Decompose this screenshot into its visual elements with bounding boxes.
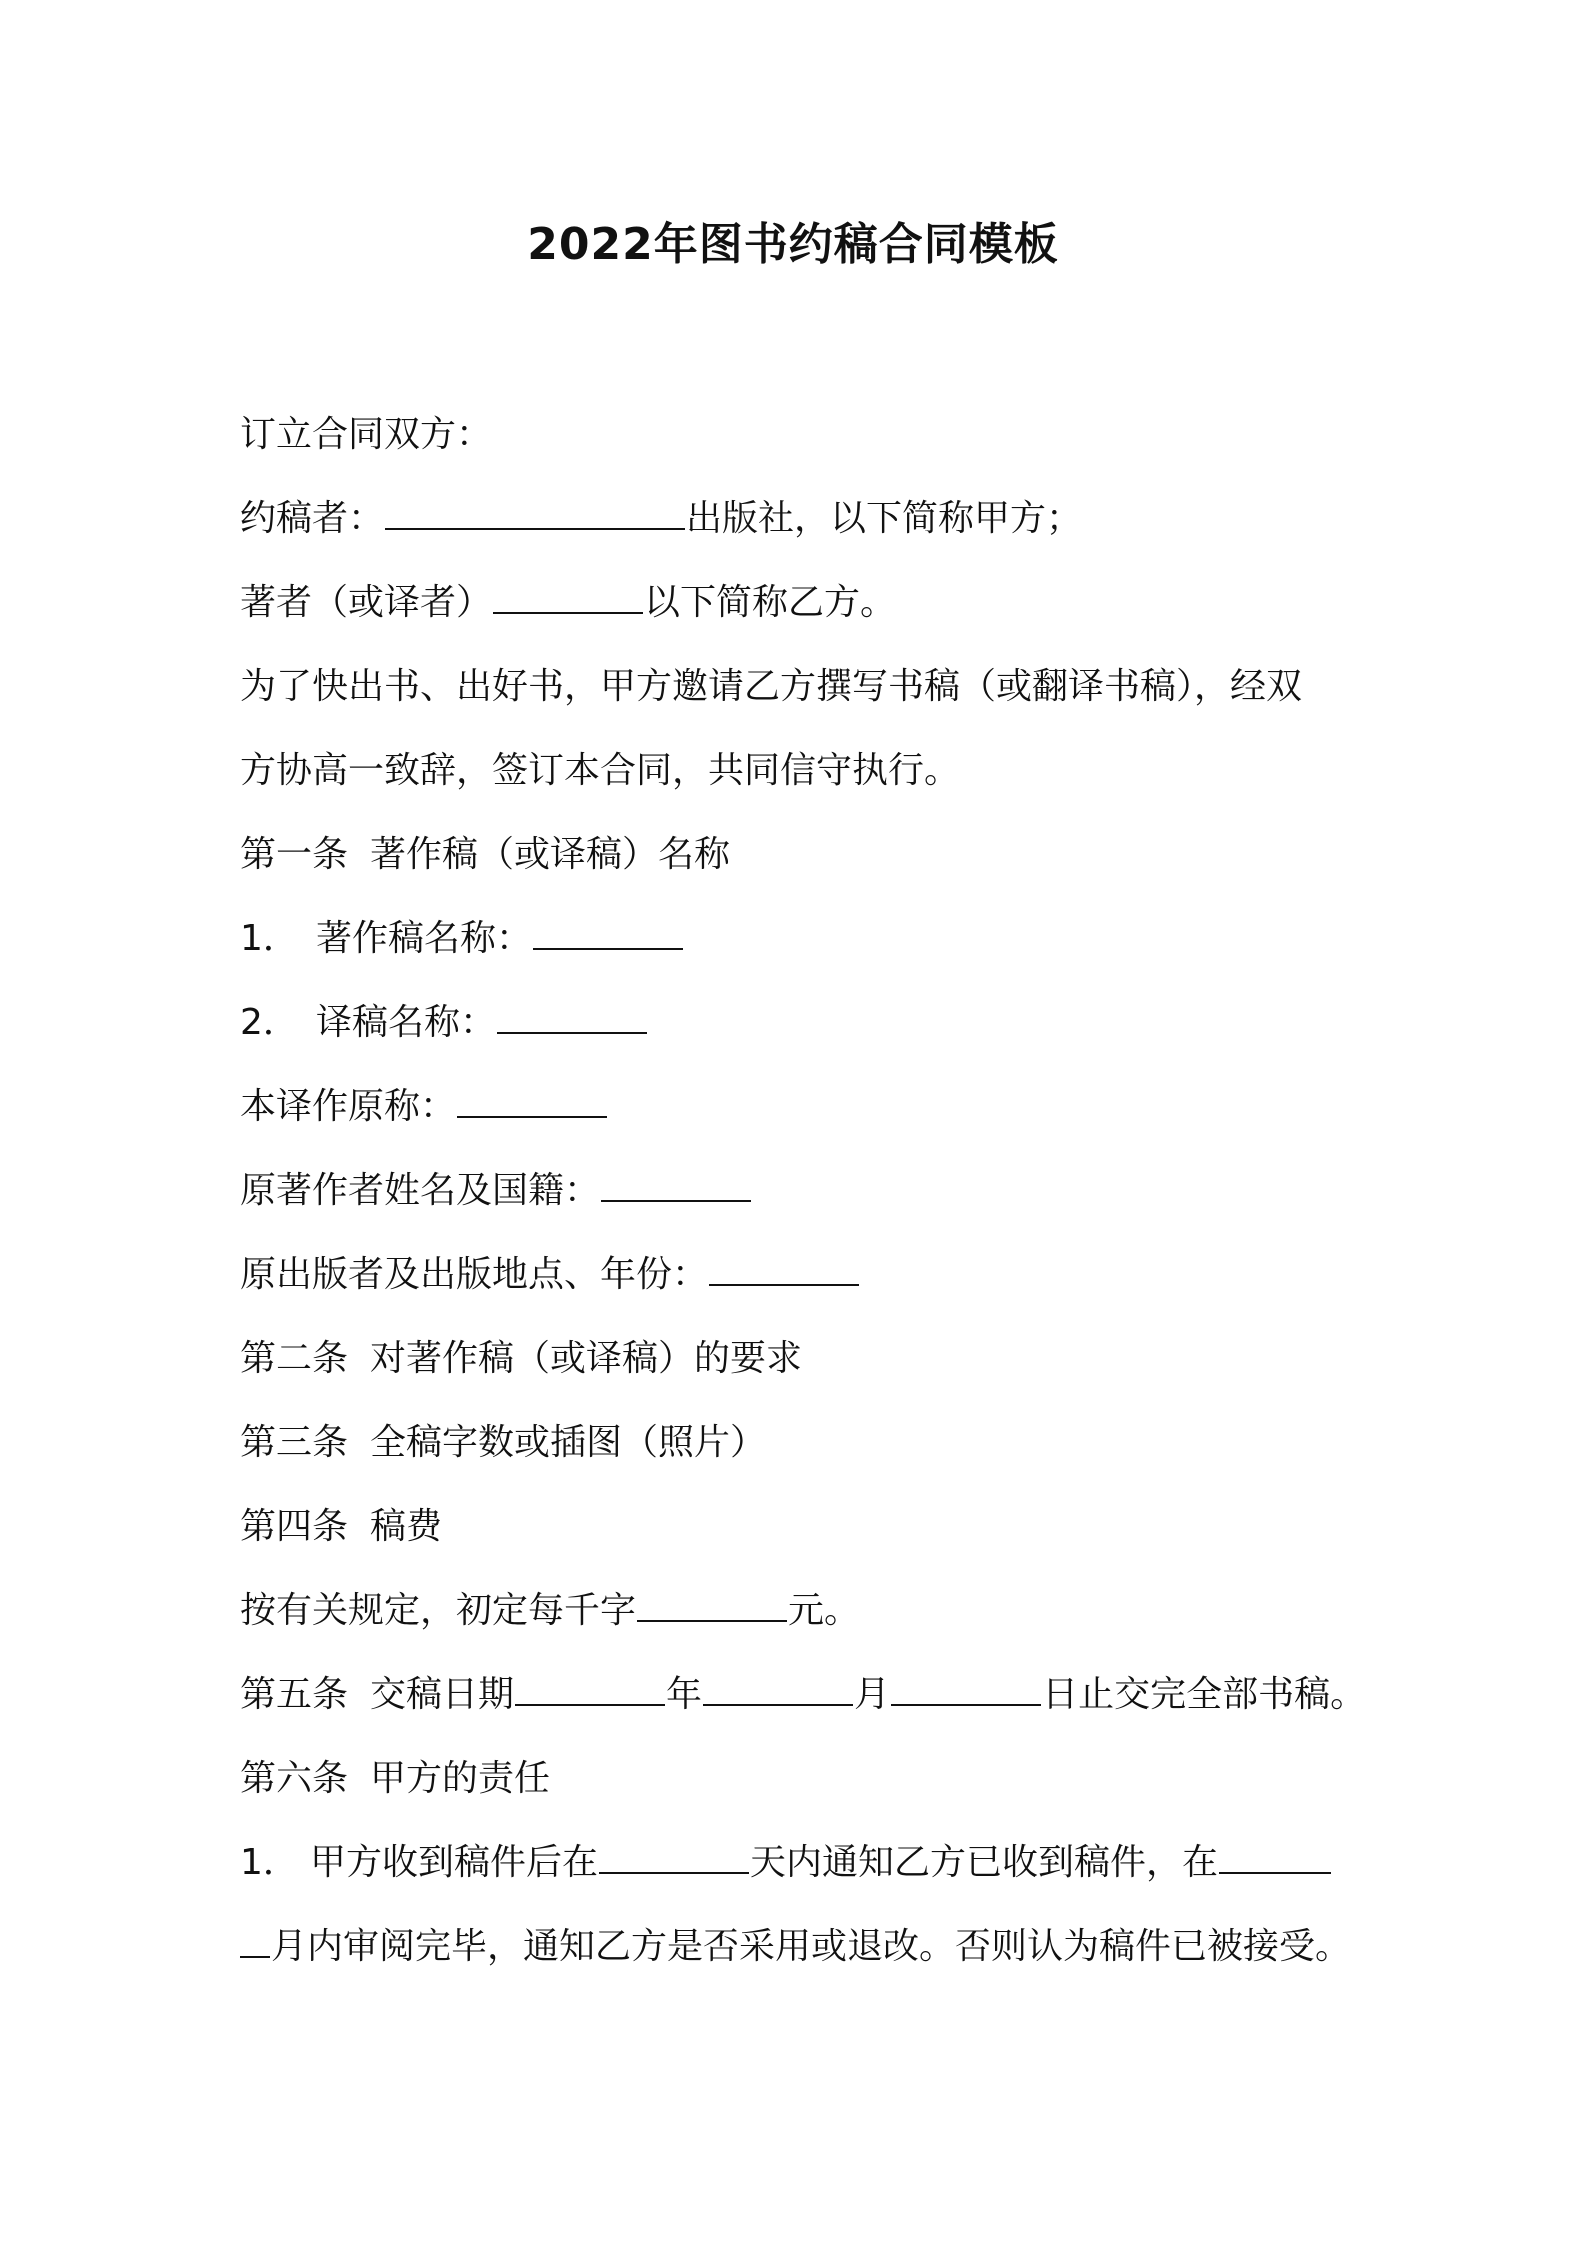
item-2-text: 译稿名称： xyxy=(316,1002,497,1043)
commissioner-suffix: 出版社，以下简称甲方； xyxy=(686,498,1083,539)
original-author-text: 原著作者姓名及国籍： xyxy=(240,1170,601,1211)
article-5-suffix: 日止交完全部书稿。 xyxy=(1042,1674,1367,1715)
item-2-line xyxy=(240,998,1370,1048)
article-4-text: 稿费 xyxy=(370,1506,443,1547)
article-1-heading xyxy=(240,830,1370,880)
article-5-year: 年 xyxy=(666,1674,703,1715)
duty-1-number: 1． xyxy=(240,1842,299,1883)
fee-suffix: 元。 xyxy=(788,1590,861,1631)
article-5-label: 第五条 xyxy=(240,1674,349,1715)
article-6-label: 第六条 xyxy=(240,1758,349,1799)
article-3-label: 第三条 xyxy=(240,1422,349,1463)
commissioner-line xyxy=(240,494,1370,544)
item-1-blank xyxy=(533,916,683,950)
item-1-number: 1． xyxy=(240,918,299,959)
original-publisher-blank xyxy=(709,1252,859,1286)
article-5-day-blank xyxy=(891,1672,1041,1706)
parties-heading: 订立合同双方： xyxy=(240,414,493,455)
document-title: 2022年图书约稿合同模板 xyxy=(527,219,1059,270)
original-publisher-text: 原出版者及出版地点、年份： xyxy=(240,1254,709,1295)
article-5-prefix: 交稿日期 xyxy=(370,1674,515,1715)
article-2-label: 第二条 xyxy=(240,1338,349,1379)
commissioner-prefix: 约稿者： xyxy=(240,498,385,539)
article-2-heading xyxy=(240,1334,1370,1384)
article-4-heading xyxy=(240,1502,1370,1552)
article-5-year-blank xyxy=(515,1672,665,1706)
fee-blank xyxy=(637,1588,787,1622)
fee-line xyxy=(240,1586,1370,1636)
duty-1-part-1: 甲方收到稿件后在 xyxy=(310,1842,599,1883)
item-1-line xyxy=(240,914,1370,964)
commissioner-blank xyxy=(385,496,685,530)
article-6-heading xyxy=(240,1754,1370,1804)
original-title-blank xyxy=(457,1084,607,1118)
article-3-text: 全稿字数或插图（照片） xyxy=(370,1422,767,1463)
author-prefix: 著者（或译者） xyxy=(240,582,493,623)
article-1-label: 第一条 xyxy=(240,834,349,875)
duty-1-line-2-text: 月内审阅完毕，通知乙方是否采用或退改。否则认为稿件已被接受。 xyxy=(271,1926,1352,1967)
item-1-text: 著作稿名称： xyxy=(316,918,533,959)
original-publisher-line xyxy=(240,1250,1370,1300)
duty-1-line-2 xyxy=(240,1922,1370,1972)
author-blank xyxy=(493,580,643,614)
article-3-heading xyxy=(240,1418,1370,1468)
article-4-label: 第四条 xyxy=(240,1506,349,1547)
fee-prefix: 按有关规定，初定每千字 xyxy=(240,1590,637,1631)
item-2-blank xyxy=(497,1000,647,1034)
duty-1-months-blank-start xyxy=(1219,1840,1331,1874)
author-suffix: 以下简称乙方。 xyxy=(644,582,897,623)
article-2-text: 对著作稿（或译稿）的要求 xyxy=(370,1338,803,1379)
article-5-line xyxy=(240,1670,1370,1720)
author-line xyxy=(240,578,1370,628)
intro-line-2: 方协高一致辞，签订本合同，共同信守执行。 xyxy=(240,750,961,791)
duty-1-months-blank-end xyxy=(240,1924,270,1958)
article-1-text: 著作稿（或译稿）名称 xyxy=(370,834,731,875)
intro-line-1: 为了快出书、出好书，甲方邀请乙方撰写书稿（或翻译书稿），经双 xyxy=(240,666,1303,707)
article-6-text: 甲方的责任 xyxy=(370,1758,551,1799)
original-author-line xyxy=(240,1166,1370,1216)
original-title-line xyxy=(240,1082,1370,1132)
original-author-blank xyxy=(601,1168,751,1202)
article-5-month-blank xyxy=(703,1672,853,1706)
duty-1-part-2: 天内通知乙方已收到稿件，在 xyxy=(750,1842,1219,1883)
article-5-month: 月 xyxy=(854,1674,891,1715)
duty-1-line-1 xyxy=(240,1838,1370,1888)
original-title-text: 本译作原称： xyxy=(240,1086,457,1127)
duty-1-days-blank xyxy=(599,1840,749,1874)
item-2-number: 2． xyxy=(240,1002,299,1043)
